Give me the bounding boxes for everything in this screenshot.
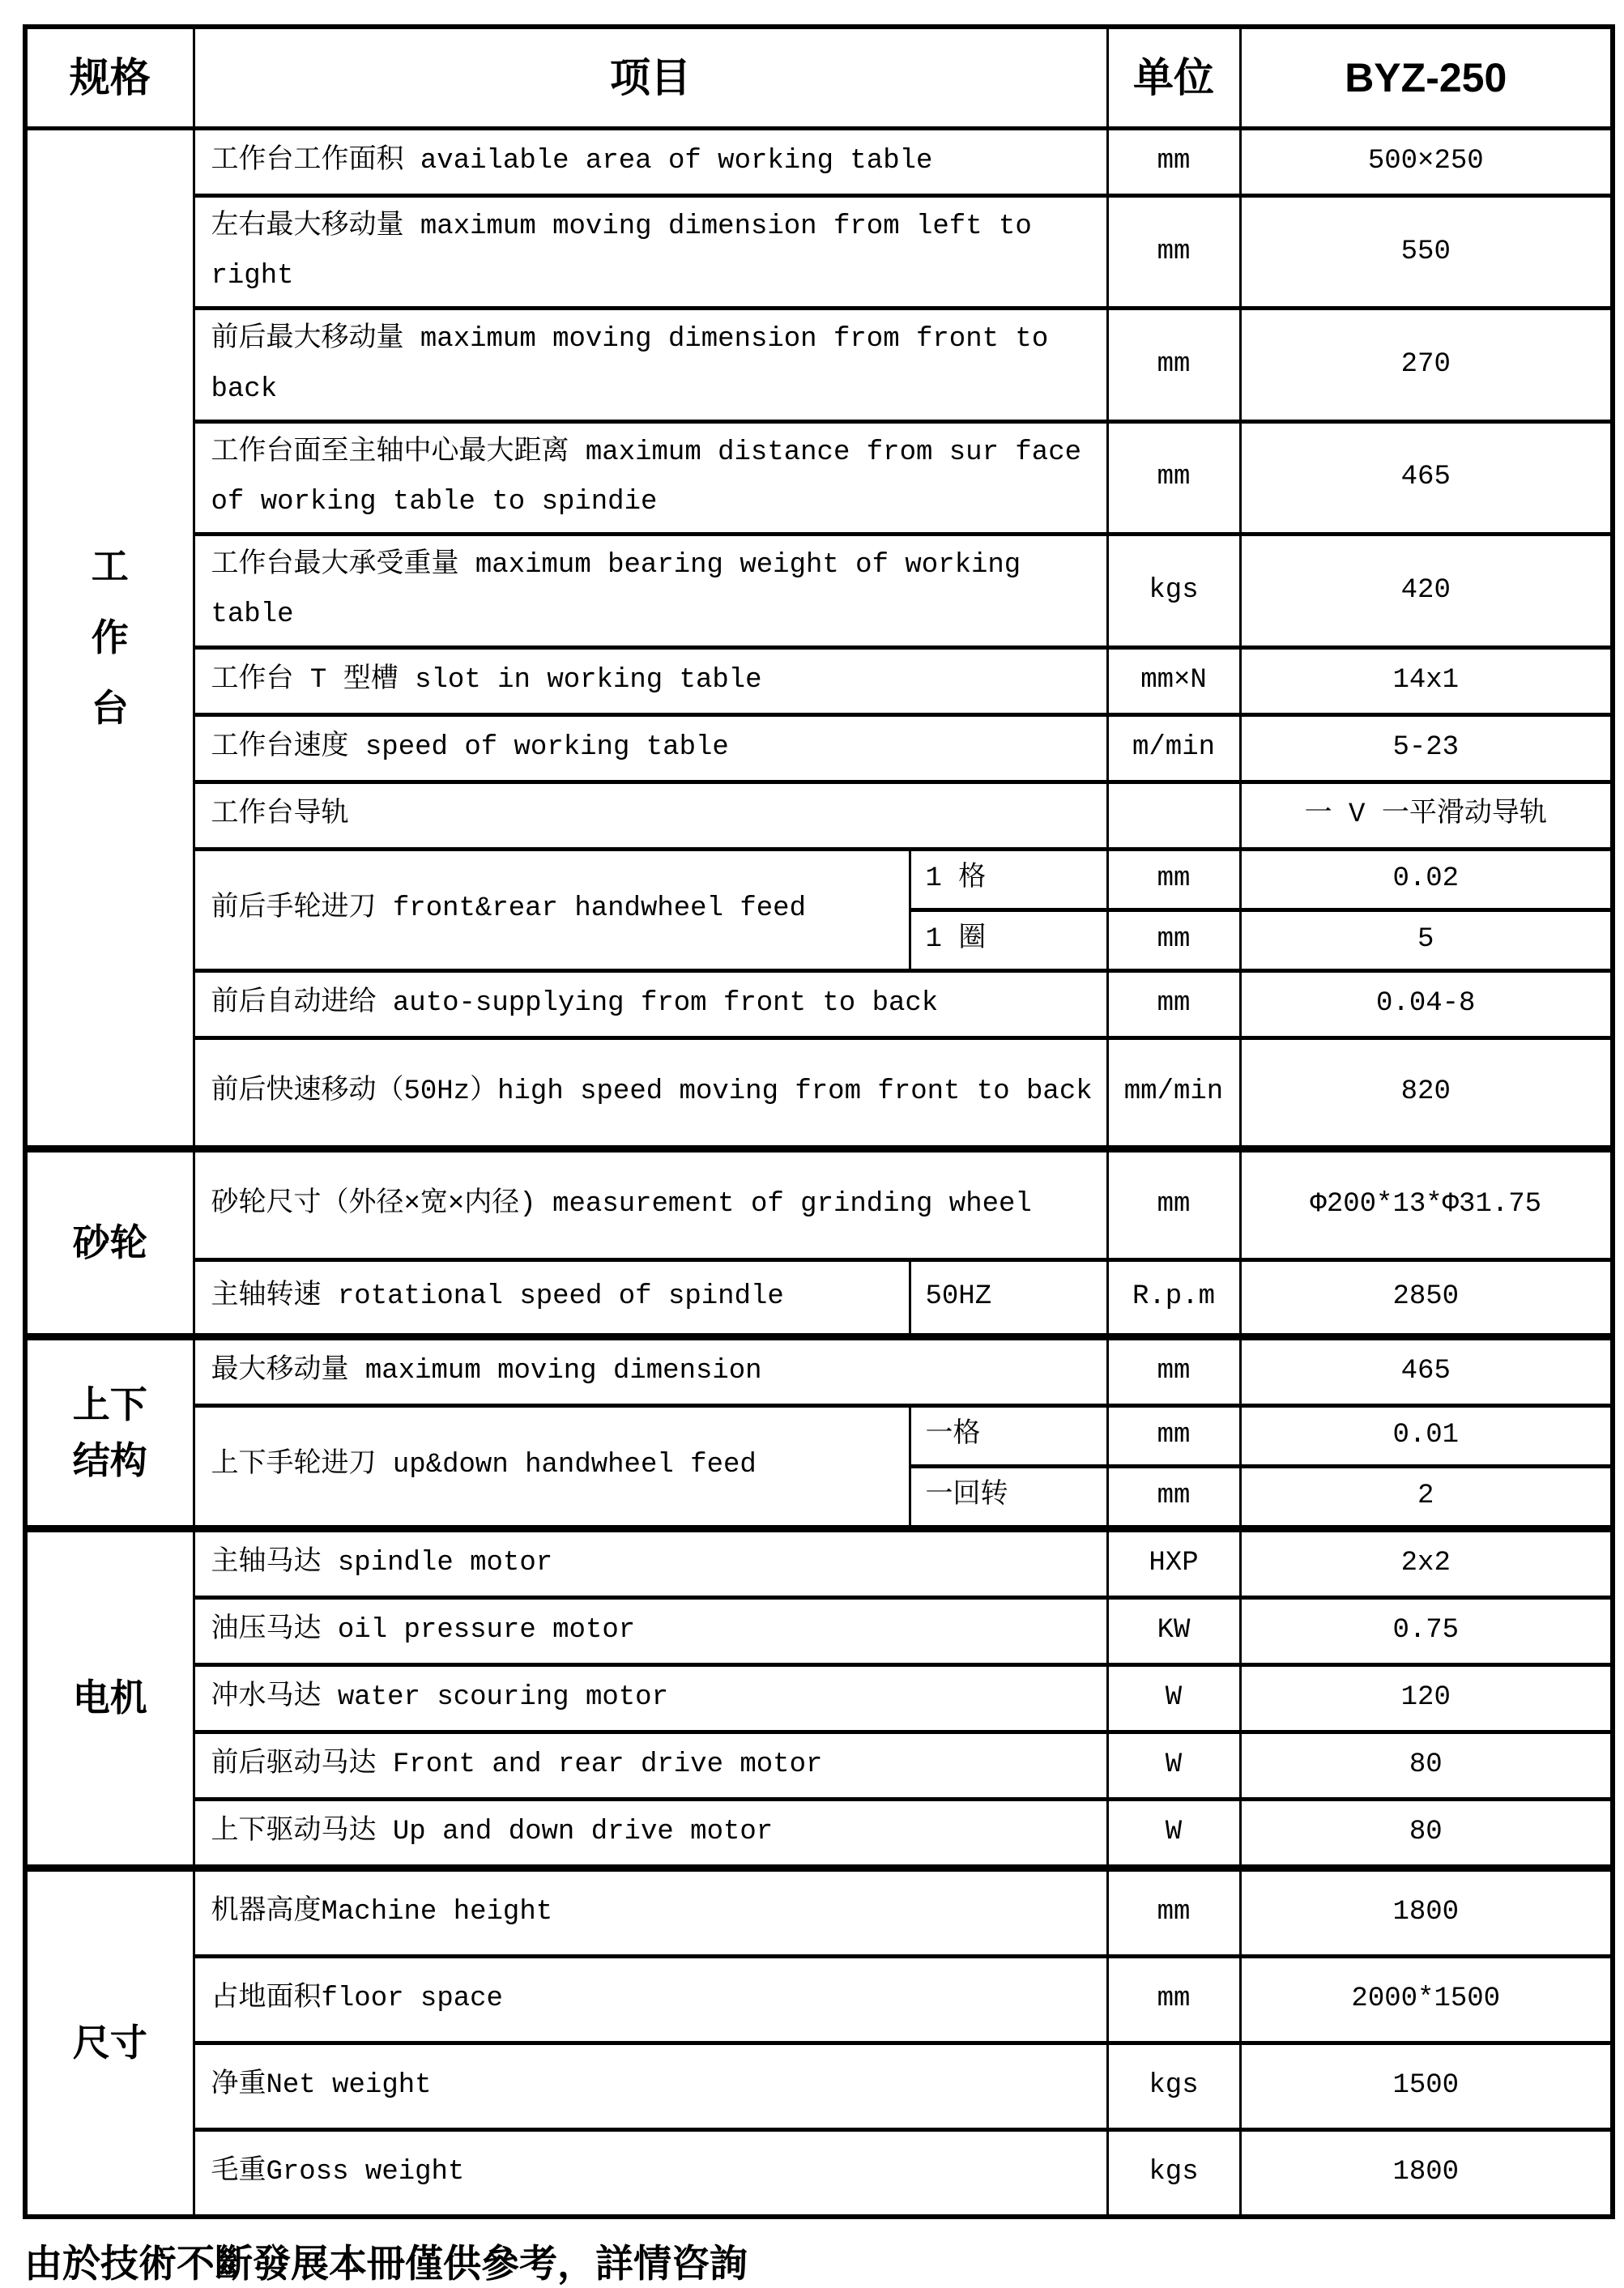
item-cell: 工作台面至主轴中心最大距离 maximum distance from sur face of working table to spindie [194,421,1107,534]
table-row [25,647,1613,714]
value-cell: 465 [1240,1336,1613,1405]
unit-cell: m/min [1107,714,1240,782]
spec-table [23,24,1615,2219]
item-cell: 最大移动量 maximum moving dimension [194,1336,1107,1405]
item-cell: 前后快速移动（50Hz）high speed moving from front to back [194,1037,1107,1148]
table-row [25,714,1613,782]
unit-cell: kgs [1107,2129,1240,2217]
item-cell: 工作台最大承受重量 maximum bearing weight of working table [194,535,1107,647]
value-cell: 500×250 [1240,129,1613,196]
unit-cell: mm [1107,129,1240,196]
unit-cell: W [1107,1664,1240,1732]
header-row [25,27,1613,129]
value-cell: 80 [1240,1799,1613,1868]
unit-cell: mm [1107,910,1240,970]
table-row [25,1405,1613,1466]
value-cell: 0.01 [1240,1405,1613,1466]
value-cell: 2850 [1240,1259,1613,1336]
unit-cell: kgs [1107,535,1240,647]
table-row [25,970,1613,1037]
table-row [25,309,1613,421]
group-label-text: 上下结构 [72,1383,147,1481]
item-cell: 主轴马达 spindle motor [194,1528,1107,1597]
table-row [25,2043,1613,2129]
value-cell: 1800 [1240,2129,1613,2217]
item-cell: 工作台速度 speed of working table [194,714,1107,782]
unit-cell: KW [1107,1597,1240,1664]
table-row [25,1148,1613,1259]
header-spec: 规格 [25,27,194,129]
unit-cell: mm [1107,421,1240,534]
value-cell: 一 V 一平滑动导轨 [1240,782,1613,849]
unit-cell: mm [1107,970,1240,1037]
item-cell: 上下驱动马达 Up and down drive motor [194,1799,1107,1868]
sub-item-cell: 50HZ [910,1259,1107,1336]
unit-cell: mm/min [1107,1037,1240,1148]
table-row [25,1037,1613,1148]
group-label-motor: 电机 [25,1528,194,1868]
item-cell: 砂轮尺寸（外径×宽×内径) measurement of grinding wheel [194,1148,1107,1259]
item-cell: 左右最大移动量 maximum moving dimension from left to right [194,196,1107,309]
value-cell: 2x2 [1240,1528,1613,1597]
item-cell: 上下手轮进刀 up&down handwheel feed [194,1405,910,1528]
group-label-worktable [25,129,194,1149]
table-row [25,535,1613,647]
unit-cell: kgs [1107,2043,1240,2129]
sub-item-cell: 1 圈 [910,910,1107,970]
item-cell: 主轴转速 rotational speed of spindle [194,1259,910,1336]
header-model: BYZ-250 [1240,27,1613,129]
unit-cell: mm [1107,1868,1240,1956]
value-cell: 0.02 [1240,849,1613,910]
item-cell: 冲水马达 water scouring motor [194,1664,1107,1732]
item-cell: 工作台导轨 [194,782,1107,849]
group-label-updown [25,1336,194,1528]
unit-cell: HXP [1107,1528,1240,1597]
unit-cell: mm [1107,1466,1240,1528]
item-cell: 前后驱动马达 Front and rear drive motor [194,1732,1107,1799]
sub-item-cell: 一回转 [910,1466,1107,1528]
item-cell: 毛重Gross weight [194,2129,1107,2217]
value-cell: 120 [1240,1664,1613,1732]
item-cell: 前后自动进给 auto-supplying from front to back [194,970,1107,1037]
value-cell: 80 [1240,1732,1613,1799]
value-cell: 465 [1240,421,1613,534]
table-row [25,1868,1613,1956]
value-cell: Φ200*13*Φ31.75 [1240,1148,1613,1259]
header-unit: 单位 [1107,27,1240,129]
value-cell: 2 [1240,1466,1613,1528]
value-cell: 550 [1240,196,1613,309]
table-row [25,1336,1613,1405]
value-cell: 420 [1240,535,1613,647]
item-cell: 工作台工作面积 available area of working table [194,129,1107,196]
unit-cell: mm [1107,1405,1240,1466]
item-cell: 工作台 T 型槽 slot in working table [194,647,1107,714]
value-cell: 1500 [1240,2043,1613,2129]
sub-item-cell: 1 格 [910,849,1107,910]
unit-cell: W [1107,1732,1240,1799]
value-cell: 5 [1240,910,1613,970]
value-cell: 5-23 [1240,714,1613,782]
item-cell: 净重Net weight [194,2043,1107,2129]
table-row [25,1664,1613,1732]
value-cell: 2000*1500 [1240,1956,1613,2043]
value-cell: 1800 [1240,1868,1613,1956]
group-label-dimension: 尺寸 [25,1868,194,2217]
table-row [25,1597,1613,1664]
table-row [25,1732,1613,1799]
header-item: 项目 [194,27,1107,129]
value-cell: 820 [1240,1037,1613,1148]
group-label-text: 工作台 [91,545,129,729]
table-row [25,196,1613,309]
sub-item-cell: 一格 [910,1405,1107,1466]
unit-cell: mm [1107,1148,1240,1259]
value-cell: 0.04-8 [1240,970,1613,1037]
value-cell: 0.75 [1240,1597,1613,1664]
item-cell: 油压马达 oil pressure motor [194,1597,1107,1664]
unit-cell: mm [1107,196,1240,309]
unit-cell: R.p.m [1107,1259,1240,1336]
item-cell: 前后最大移动量 maximum moving dimension from front to back [194,309,1107,421]
unit-cell: mm×N [1107,647,1240,714]
group-label-wheel: 砂轮 [25,1148,194,1336]
unit-cell: mm [1107,309,1240,421]
unit-cell [1107,782,1240,849]
table-row [25,782,1613,849]
unit-cell: W [1107,1799,1240,1868]
spec-sheet [23,24,1610,2288]
item-cell: 前后手轮进刀 front&rear handwheel feed [194,849,910,970]
table-row [25,1956,1613,2043]
table-row [25,421,1613,534]
table-row [25,2129,1613,2217]
table-row [25,849,1613,910]
unit-cell: mm [1107,849,1240,910]
value-cell: 270 [1240,309,1613,421]
value-cell: 14x1 [1240,647,1613,714]
table-row [25,1528,1613,1597]
table-row [25,1259,1613,1336]
table-row [25,129,1613,196]
table-row [25,1799,1613,1868]
unit-cell: mm [1107,1336,1240,1405]
item-cell: 机器高度Machine height [194,1868,1107,1956]
item-cell: 占地面积floor space [194,1956,1107,2043]
footer-disclaimer: 由於技術不斷發展本冊僅供參考，詳情咨詢 [24,2241,748,2285]
unit-cell: mm [1107,1956,1240,2043]
